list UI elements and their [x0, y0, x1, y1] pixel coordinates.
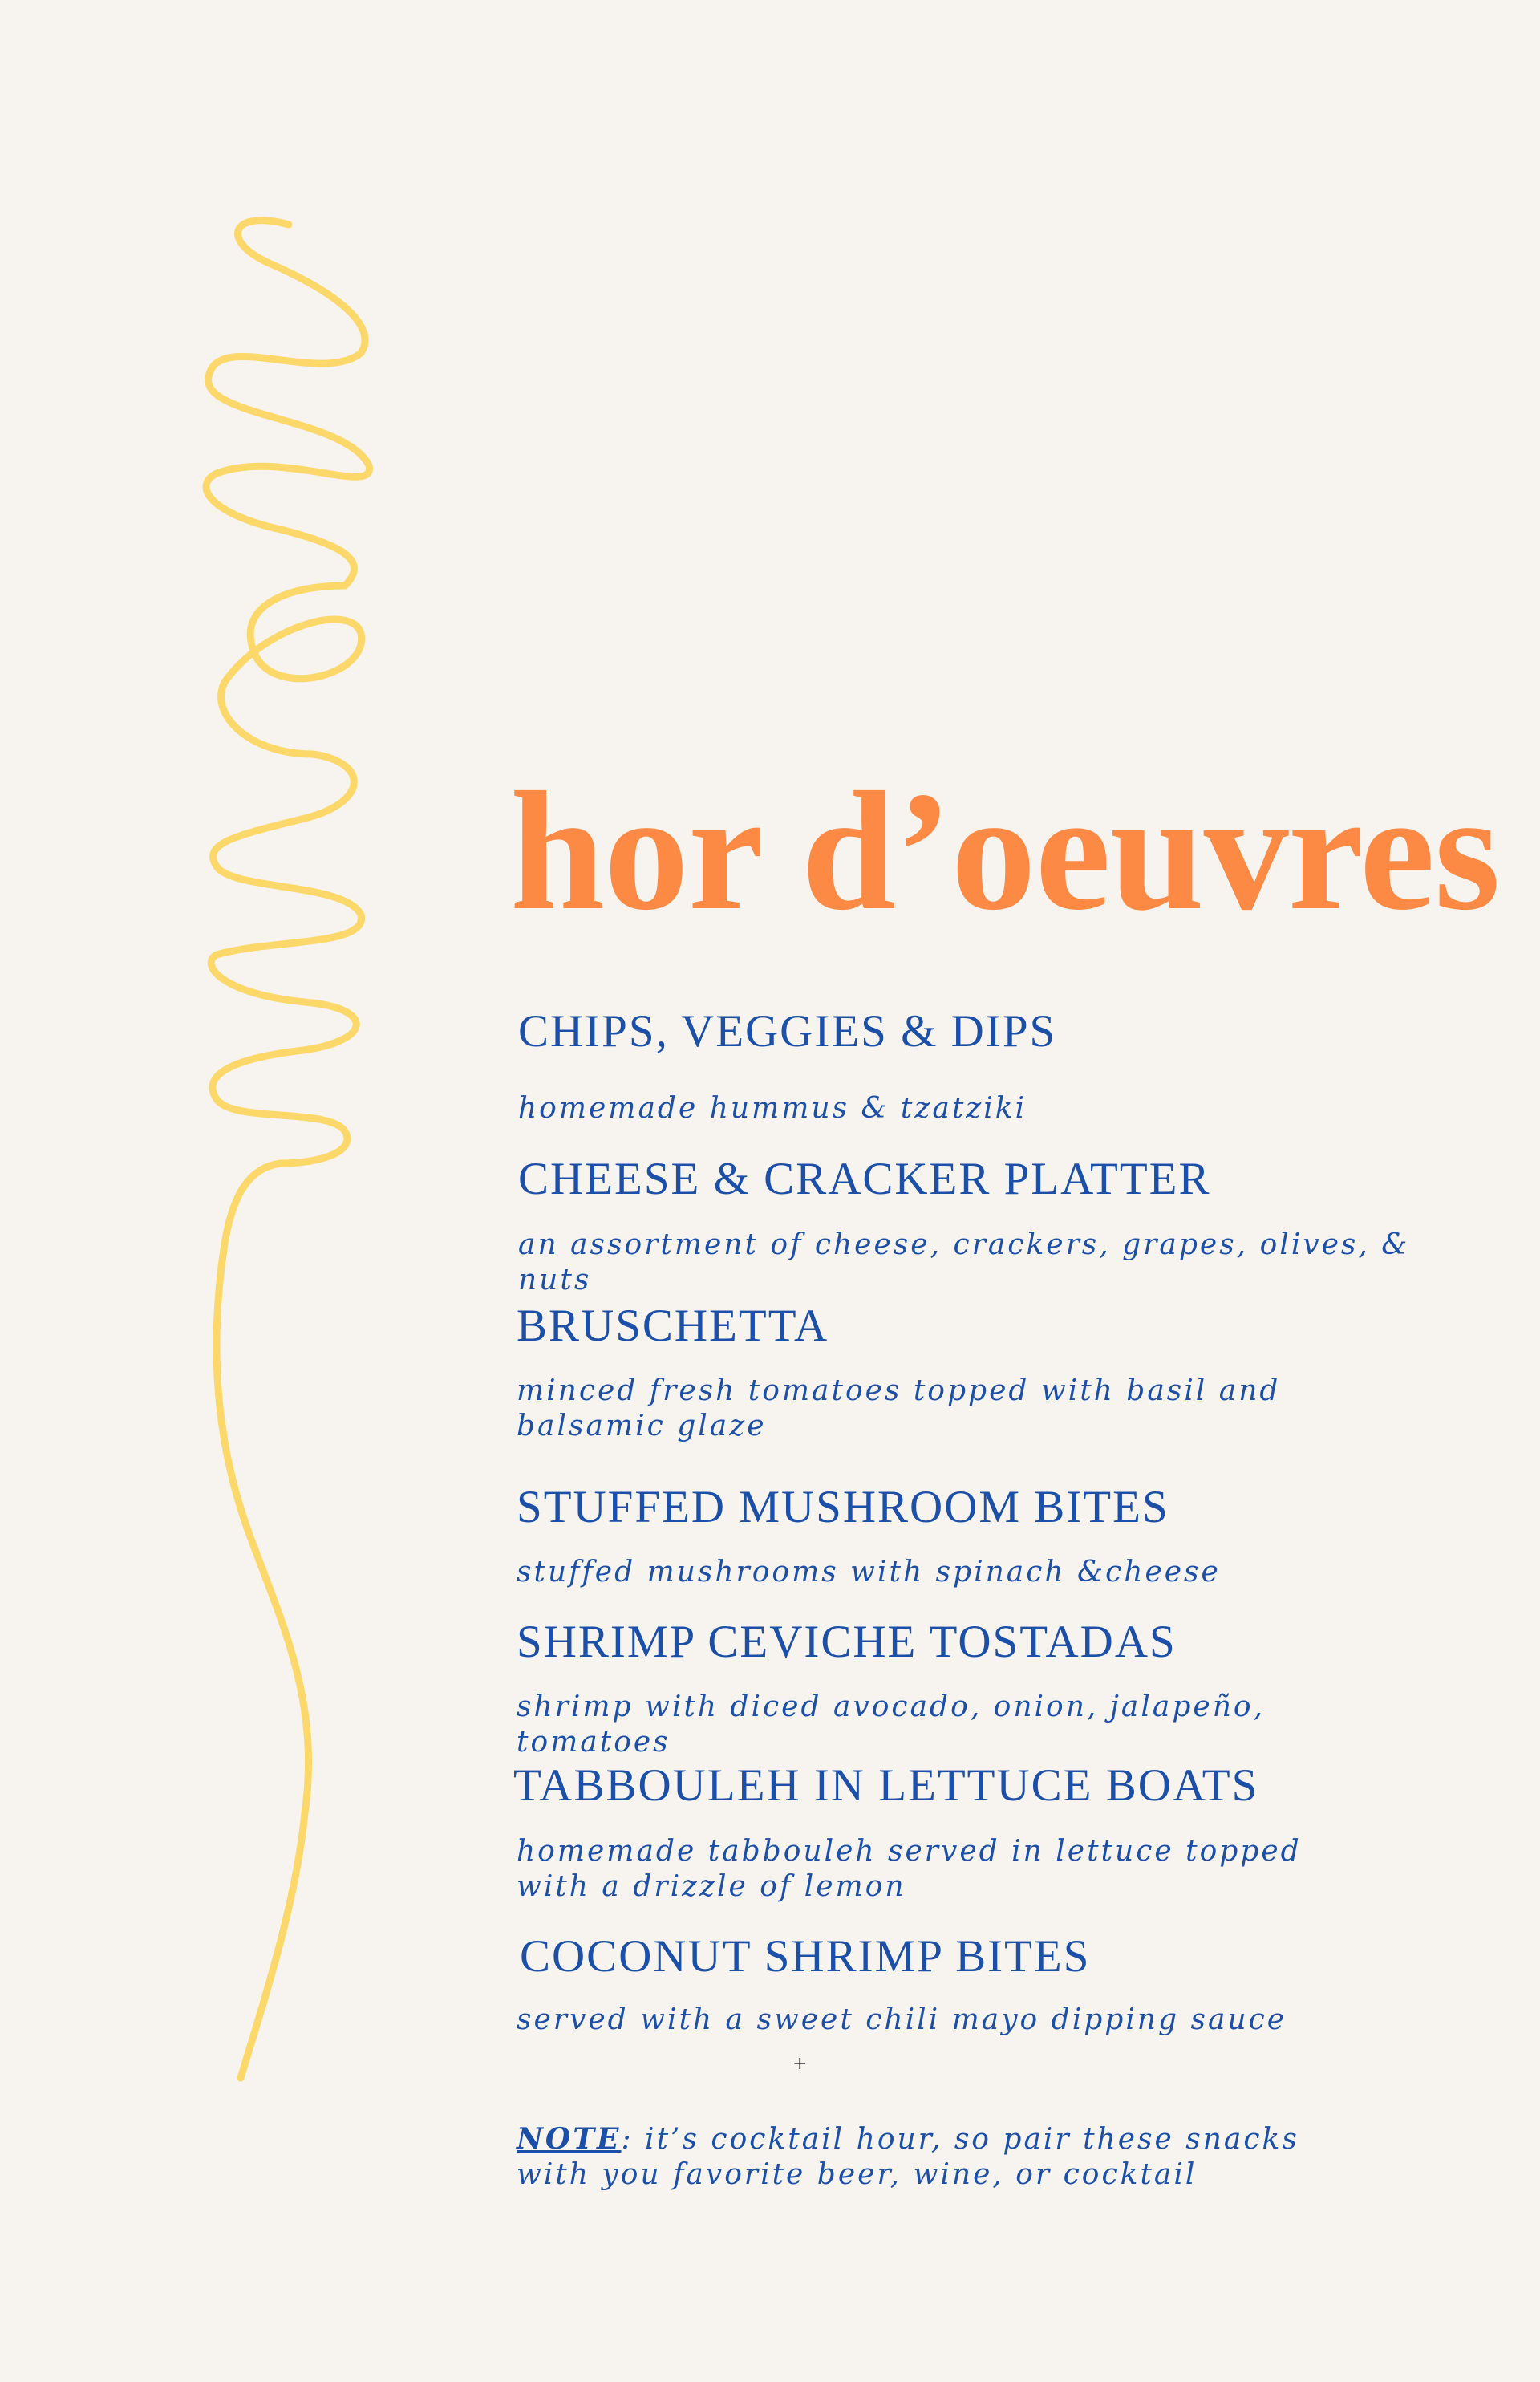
item-description-bruschetta: minced fresh tomatoes topped with basil and balsamic glaze	[517, 1374, 1281, 1443]
script-letter-u	[213, 1003, 356, 1163]
item-name-bruschetta: BRUSCHETTA	[517, 1301, 829, 1351]
item-name-shrimp-ceviche-tostadas: SHRIMP CEVICHE TOSTADAS	[517, 1617, 1177, 1667]
note-label: NOTE	[517, 2122, 622, 2156]
note-text: : it’s cocktail hour, so pair these snacks with you favorite beer, wine, or cocktail	[517, 2123, 1299, 2191]
script-letter-e	[221, 586, 362, 754]
cocktail-note	[517, 2121, 1383, 2193]
item-name-cheese-cracker-platter: CHEESE & CRACKER PLATTER	[518, 1154, 1211, 1204]
script-tail	[217, 1163, 309, 2078]
item-name-coconut-shrimp-bites: COCONUT SHRIMP BITES	[520, 1931, 1091, 1982]
divider-mark: +	[792, 2054, 808, 2074]
script-letter-m	[206, 221, 370, 586]
item-description-stuffed-mushroom-bites: stuffed mushrooms with spinach &cheese	[517, 1556, 1221, 1589]
item-description-coconut-shrimp-bites: served with a sweet chili mayo dipping sauce	[517, 2003, 1287, 2036]
item-name-tabbouleh-lettuce-boats: TABBOULEH IN LETTUCE BOATS	[513, 1760, 1259, 1811]
item-name-chips-veggies-dips: CHIPS, VEGGIES & DIPS	[518, 1006, 1057, 1057]
item-description-tabbouleh-lettuce-boats: homemade tabbouleh served in lettuce topped with a drizzle of lemon	[517, 1835, 1302, 1903]
item-name-stuffed-mushroom-bites: STUFFED MUSHROOM BITES	[517, 1482, 1169, 1532]
item-description-cheese-cracker-platter: an assortment of cheese, crackers, grapes, olives, & nuts	[518, 1228, 1410, 1297]
item-description-chips-veggies-dips: homemade hummus & tzatziki	[518, 1092, 1027, 1125]
script-letter-n	[211, 754, 361, 1003]
item-description-shrimp-ceviche-tostadas: shrimp with diced avocado, onion, jalapeño, tomatoes	[517, 1690, 1266, 1759]
page-title: hor d’oeuvres	[510, 757, 1500, 945]
menu-script-logo	[184, 209, 393, 2102]
menu-script-drawing	[184, 209, 393, 2102]
